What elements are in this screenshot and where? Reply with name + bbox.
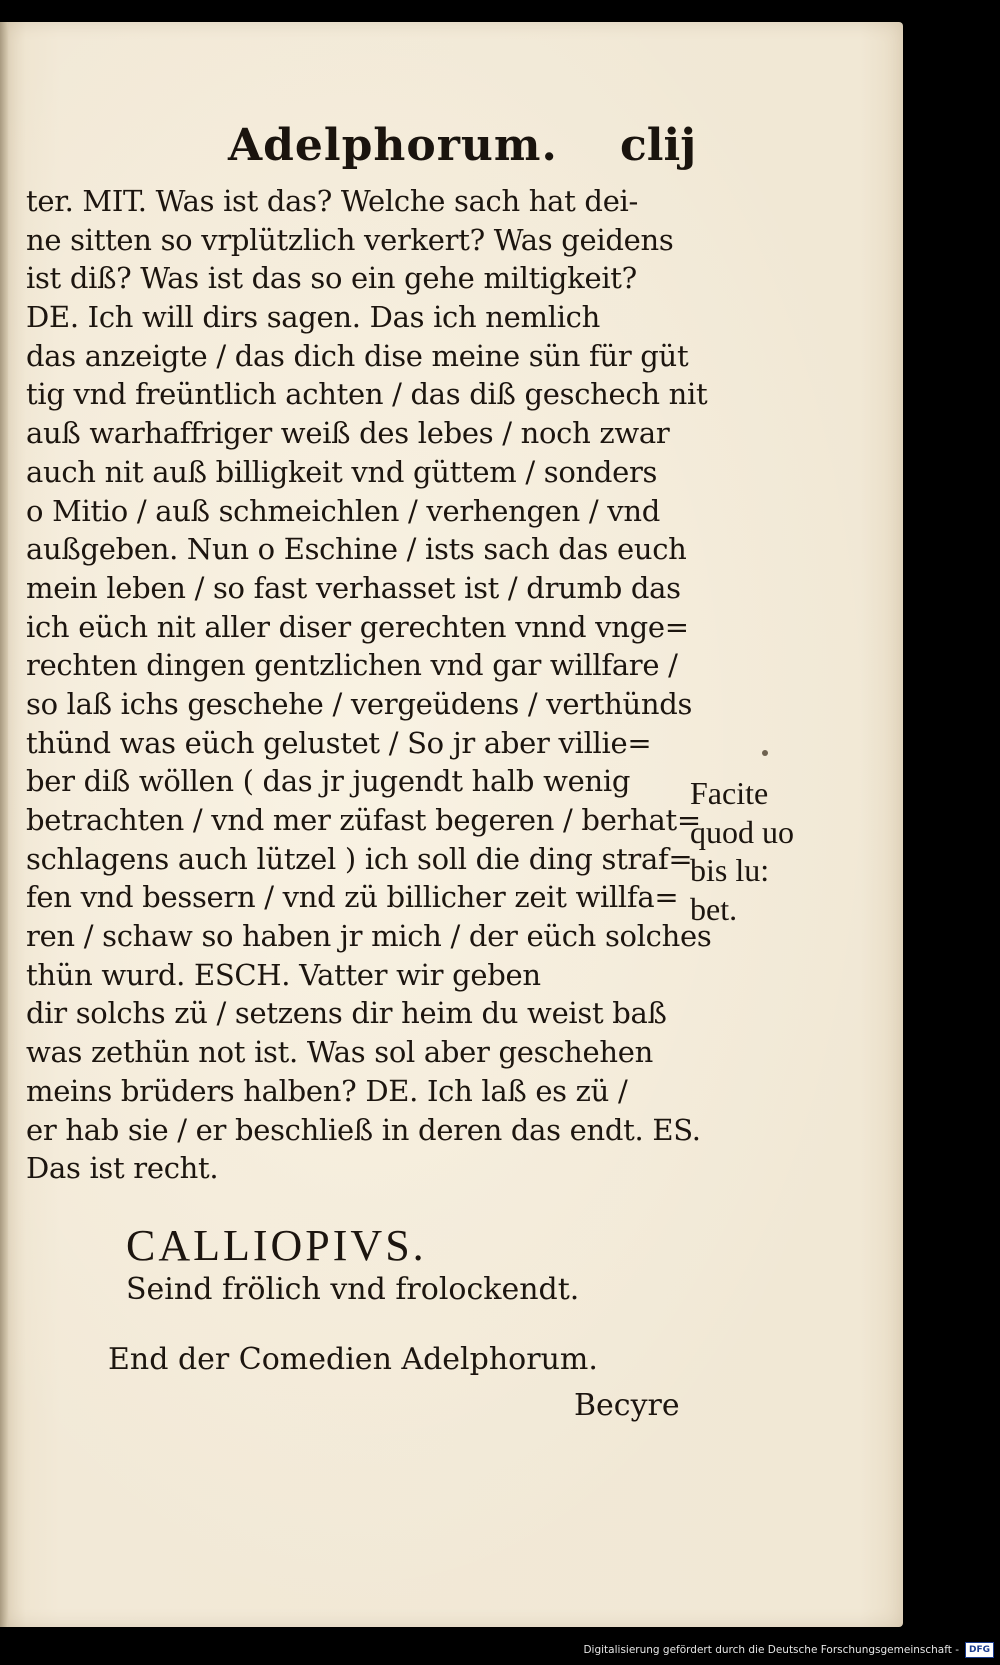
text-line: ren / schaw so haben jr mich / der eüch solches: [26, 919, 712, 954]
text-line: was zethün not ist. Was sol aber geschehen: [26, 1035, 654, 1070]
marginal-note: [690, 774, 850, 929]
text-line: thün wurd. ESCH. Vatter wir geben: [26, 957, 541, 992]
text-line: so laß ichs geschehe / vergeüdens / verthünds: [26, 686, 693, 721]
text-line: ne sitten so vrplützlich verkert? Was geidens: [26, 222, 674, 257]
text-line: ber diß wöllen ( das jr jugendt halb wenig: [26, 764, 631, 799]
text-line: ter. MIT. Was ist das? Welche sach hat dei-: [26, 184, 639, 218]
text-line: auch nit auß billigkeit vnd güttem / sonders: [26, 454, 658, 489]
text-line: auß warhaffriger weiß des lebes / noch zwar: [26, 416, 670, 451]
catchword: Becyre: [574, 1388, 680, 1423]
text-line: rechten dingen gentzlichen vnd gar willfare /: [26, 648, 678, 683]
marginal-note-line: quod uo: [690, 813, 794, 850]
footer-text: Digitalisierung gefördert durch die Deutsche Forschungsgemeinschaft -: [583, 1644, 959, 1656]
closing-line: Seind frölich vnd frolockendt.: [126, 1272, 580, 1307]
text-line: ist diß? Was ist das so ein gehe miltigkeit?: [26, 261, 637, 296]
dfg-logo[interactable]: DFG: [965, 1642, 994, 1658]
text-line: Das ist recht.: [26, 1151, 219, 1186]
folio-number: clij: [620, 120, 697, 171]
text-line: betrachten / vnd mer züfast begeren / berhat=: [26, 803, 701, 837]
book-page: [0, 22, 903, 1627]
running-head: Adelphorum.: [228, 120, 558, 171]
marginal-note-line: Facite: [690, 775, 769, 811]
page-edge: [0, 22, 8, 1627]
text-line: thünd was eüch gelustet / So jr aber villie=: [26, 725, 652, 760]
marginal-note-line: bet.: [690, 891, 738, 928]
text-line: meins brüders halben? DE. Ich laß es zü /: [26, 1073, 628, 1108]
text-line: außgeben. Nun o Eschine / ists sach das euch: [26, 532, 687, 567]
colophon: End der Comedien Adelphorum.: [108, 1342, 598, 1377]
text-line: fen vnd bessern / vnd zü billicher zeit willfa=: [26, 880, 679, 915]
text-line: schlagens auch lützel ) ich soll die ding straf=: [26, 841, 693, 876]
footer-credit: [583, 1637, 994, 1663]
text-line: das anzeigte / das dich dise meine sün für güt: [26, 338, 689, 373]
text-line: mein leben / so fast verhasset ist / drumb das: [26, 570, 681, 605]
margin-mark: [762, 750, 768, 756]
text-line: tig vnd freüntlich achten / das diß geschech nit: [26, 377, 708, 412]
text-line: DE. Ich will dirs sagen. Das ich nemlich: [26, 300, 600, 335]
marginal-note-line: bis lu:: [690, 852, 770, 889]
text-line: ich eüch nit aller diser gerechten vnnd vnge=: [26, 609, 689, 644]
main-text-block: [26, 182, 712, 1188]
speaker-heading: CALLIOPIVS.: [126, 1221, 427, 1270]
text-line: o Mitio / auß schmeichlen / verhengen / vnd: [26, 493, 661, 528]
text-line: dir solchs zü / setzens dir heim du weist baß: [26, 996, 667, 1031]
text-line: er hab sie / er beschließ in deren das endt. ES.: [26, 1112, 701, 1147]
